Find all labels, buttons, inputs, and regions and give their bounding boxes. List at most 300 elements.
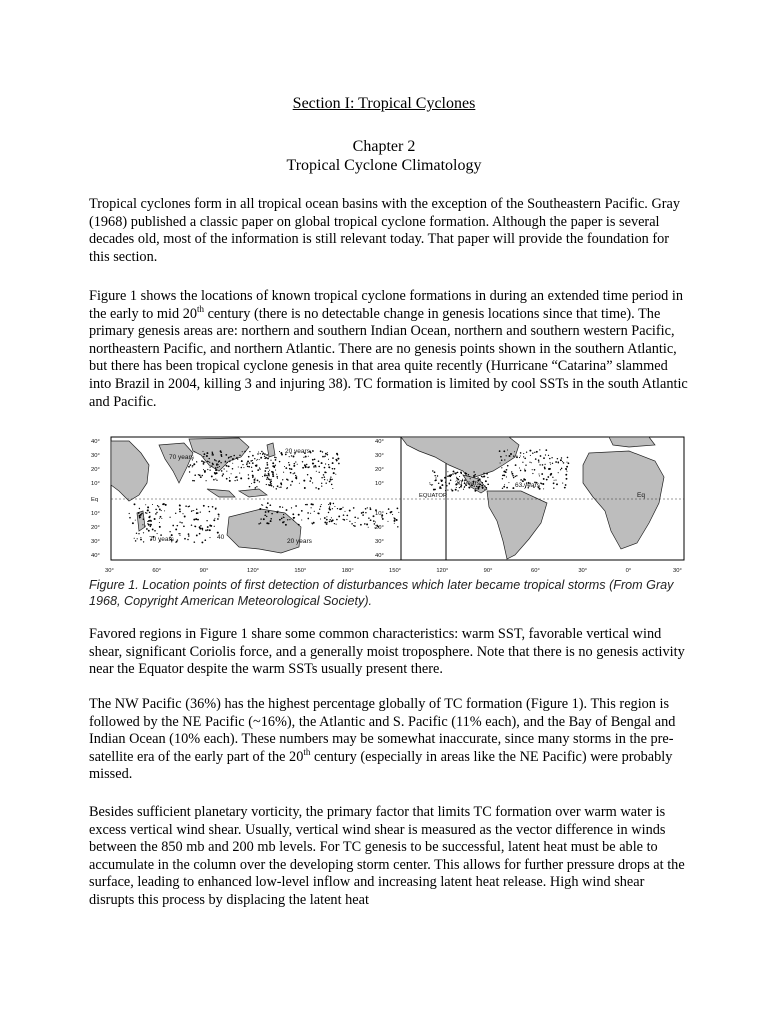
genesis-point [188, 466, 190, 468]
genesis-point [561, 457, 562, 458]
genesis-point [267, 467, 269, 469]
genesis-point [396, 519, 398, 521]
genesis-point [272, 462, 274, 464]
genesis-point [362, 514, 364, 516]
genesis-point [257, 453, 258, 454]
genesis-point [524, 469, 525, 470]
genesis-point [246, 462, 247, 463]
genesis-point [520, 479, 522, 481]
genesis-point [238, 466, 239, 467]
genesis-point [264, 458, 266, 460]
genesis-point [253, 481, 255, 483]
genesis-point [213, 479, 215, 481]
genesis-point [558, 472, 559, 473]
genesis-point [209, 458, 210, 459]
genesis-point [177, 539, 178, 540]
genesis-point [328, 504, 329, 505]
genesis-point [206, 452, 208, 454]
genesis-point [522, 462, 523, 463]
genesis-point [201, 528, 203, 530]
genesis-point [468, 474, 470, 476]
genesis-point [247, 466, 249, 468]
genesis-point [195, 518, 197, 520]
genesis-point [434, 475, 435, 476]
genesis-point [455, 489, 457, 491]
genesis-point [338, 463, 340, 465]
genesis-point [387, 521, 388, 522]
genesis-point [343, 514, 345, 516]
genesis-point [266, 484, 267, 485]
genesis-point [161, 510, 162, 511]
genesis-point [355, 522, 356, 523]
genesis-point [318, 466, 320, 468]
genesis-point [209, 529, 211, 531]
genesis-point [330, 504, 331, 505]
genesis-point [147, 509, 149, 511]
genesis-point [456, 487, 457, 488]
genesis-point [227, 466, 228, 467]
genesis-point [439, 486, 441, 488]
genesis-point [502, 488, 503, 489]
genesis-point [203, 469, 204, 470]
genesis-point [192, 480, 194, 482]
genesis-point [143, 518, 144, 519]
genesis-point [332, 479, 333, 480]
genesis-point [311, 523, 312, 524]
genesis-point [233, 455, 235, 457]
genesis-point [543, 488, 544, 489]
genesis-point [321, 483, 322, 484]
genesis-point [272, 473, 274, 475]
genesis-point [451, 489, 452, 490]
genesis-point [304, 487, 306, 489]
genesis-point [294, 517, 295, 518]
genesis-point [506, 476, 507, 477]
genesis-point [241, 460, 243, 462]
genesis-point [565, 484, 567, 486]
genesis-point [206, 480, 207, 481]
genesis-point [482, 488, 483, 489]
genesis-point [244, 451, 245, 452]
longitude-label: 90° [483, 568, 493, 574]
genesis-point [544, 467, 546, 469]
genesis-point [546, 479, 548, 481]
genesis-point [246, 464, 247, 465]
genesis-point [432, 470, 433, 471]
genesis-point [566, 471, 567, 472]
genesis-point [209, 462, 210, 463]
genesis-point [447, 475, 449, 477]
genesis-point [312, 459, 314, 461]
genesis-point [545, 464, 546, 465]
genesis-point [324, 517, 326, 519]
genesis-point [152, 504, 153, 505]
genesis-point [152, 528, 154, 530]
genesis-point [553, 482, 555, 484]
latitude-label: 40° [375, 553, 384, 559]
genesis-point [329, 509, 331, 511]
genesis-point [375, 521, 376, 522]
genesis-point [145, 504, 146, 505]
genesis-point [349, 510, 351, 512]
genesis-point [565, 474, 567, 476]
genesis-point [477, 487, 479, 489]
genesis-point [172, 525, 174, 527]
genesis-point [333, 472, 335, 474]
genesis-point [192, 465, 193, 466]
genesis-point [503, 450, 505, 452]
genesis-point [206, 520, 207, 521]
genesis-point [297, 464, 298, 465]
genesis-point [284, 466, 285, 467]
genesis-point [531, 462, 532, 463]
genesis-point [368, 517, 370, 519]
genesis-point [291, 468, 293, 470]
genesis-point [543, 478, 545, 480]
genesis-point [304, 464, 306, 466]
genesis-point [320, 450, 322, 452]
genesis-point [394, 523, 395, 524]
genesis-point [215, 508, 217, 510]
paragraph-2-text-a: Figure 1 shows the locations of known tropical cyclone formations in during an extended time period in the early to mid 20 [89, 288, 683, 322]
genesis-point [514, 451, 515, 452]
genesis-point [353, 507, 355, 509]
genesis-point [501, 467, 502, 468]
genesis-point [210, 467, 211, 468]
genesis-point [270, 460, 271, 461]
latitude-label: 20° [375, 467, 384, 473]
genesis-point [139, 515, 141, 517]
genesis-point [229, 456, 230, 457]
superscript: th [303, 747, 311, 758]
genesis-point [293, 473, 294, 474]
genesis-point [271, 471, 273, 473]
genesis-point [338, 515, 340, 517]
genesis-point [349, 521, 350, 522]
genesis-point [241, 467, 243, 469]
genesis-point [515, 476, 516, 477]
latitude-label: 40° [91, 553, 100, 559]
genesis-point [211, 454, 212, 455]
genesis-point [568, 462, 570, 464]
genesis-point [313, 522, 315, 524]
genesis-point [550, 474, 552, 476]
genesis-point [249, 462, 250, 463]
genesis-point [353, 525, 354, 526]
genesis-point [187, 539, 189, 541]
genesis-point [266, 516, 267, 517]
genesis-point [179, 522, 180, 523]
genesis-point [553, 488, 554, 489]
genesis-point [452, 473, 454, 475]
genesis-point [303, 480, 305, 482]
longitude-labels [105, 568, 682, 574]
genesis-point [139, 517, 140, 518]
genesis-point [254, 458, 255, 459]
genesis-point [504, 459, 505, 460]
genesis-point [218, 516, 219, 517]
genesis-point [566, 478, 568, 480]
genesis-point [321, 477, 322, 478]
genesis-point [141, 513, 143, 515]
genesis-point [325, 463, 326, 464]
genesis-point [247, 460, 249, 462]
genesis-point [317, 512, 319, 514]
genesis-point [538, 461, 539, 462]
genesis-point [525, 464, 526, 465]
longitude-label: 120° [436, 568, 449, 574]
genesis-point [140, 537, 141, 538]
genesis-point [271, 479, 272, 480]
genesis-point [539, 475, 540, 476]
genesis-point [368, 527, 369, 528]
genesis-point [155, 509, 157, 511]
genesis-point [566, 462, 567, 463]
genesis-point [336, 524, 337, 525]
label-ne-pacific: 20 years [455, 480, 480, 487]
genesis-point [392, 514, 393, 515]
genesis-point [483, 476, 485, 478]
genesis-point [259, 508, 261, 510]
genesis-point [545, 454, 546, 455]
genesis-point [160, 516, 162, 518]
genesis-point [290, 484, 292, 486]
genesis-point [503, 486, 505, 488]
genesis-point [291, 507, 292, 508]
genesis-point [263, 518, 265, 520]
genesis-point [484, 489, 485, 490]
genesis-point [188, 506, 189, 507]
genesis-point [543, 457, 545, 459]
genesis-point [207, 529, 209, 531]
genesis-point [248, 474, 249, 475]
genesis-point [215, 469, 217, 471]
genesis-point [203, 505, 205, 507]
genesis-point [209, 525, 211, 527]
genesis-point [453, 470, 455, 472]
genesis-point [276, 474, 277, 475]
genesis-point [515, 464, 517, 466]
genesis-point [176, 541, 178, 543]
genesis-point [561, 468, 562, 469]
genesis-point [539, 449, 540, 450]
genesis-point [185, 505, 187, 507]
genesis-point [157, 505, 158, 506]
genesis-point [157, 533, 158, 534]
genesis-point [159, 518, 160, 519]
genesis-point [334, 523, 335, 524]
genesis-point [542, 464, 544, 466]
genesis-point [275, 459, 277, 461]
latitude-label: 30° [375, 539, 384, 545]
longitude-label: 0° [625, 568, 632, 574]
genesis-point [223, 468, 224, 469]
genesis-point [260, 518, 261, 519]
genesis-point [285, 467, 287, 469]
genesis-point [220, 450, 222, 452]
genesis-point [227, 462, 228, 463]
genesis-point [138, 512, 140, 514]
genesis-point [179, 504, 181, 506]
genesis-point [357, 518, 358, 519]
genesis-point [332, 462, 334, 464]
genesis-point [146, 528, 148, 530]
genesis-point [362, 512, 364, 514]
genesis-point [309, 466, 310, 467]
longitude-label: 30° [105, 568, 114, 574]
genesis-point [463, 489, 464, 490]
genesis-point [334, 506, 335, 507]
genesis-point [260, 522, 261, 523]
genesis-point [213, 519, 215, 521]
genesis-point [281, 484, 283, 486]
genesis-point [487, 477, 488, 478]
genesis-point [140, 539, 142, 541]
genesis-point [549, 458, 550, 459]
genesis-point [275, 470, 276, 471]
genesis-point [556, 483, 558, 485]
genesis-point [169, 531, 170, 532]
genesis-point [207, 469, 208, 470]
genesis-map-figure [89, 431, 689, 581]
genesis-point [148, 516, 150, 518]
genesis-point [566, 469, 567, 470]
genesis-point [449, 475, 451, 477]
genesis-point [134, 538, 135, 539]
genesis-point [279, 506, 281, 508]
genesis-point [534, 469, 536, 471]
genesis-point [302, 461, 303, 462]
genesis-point [309, 480, 311, 482]
genesis-point [328, 459, 329, 460]
genesis-point [390, 511, 392, 513]
genesis-point [307, 518, 309, 520]
paragraph-3: Favored regions in Figure 1 share some common characteristics: warm SST, favorable vertical wind shear, significant Coriolis force, and a generally moist troposphere. Note that there is no genesis activity near the Equator despite the warm SSTs usually present there. [89, 626, 685, 678]
genesis-point [200, 476, 202, 478]
label-nw-indian: 70 years [169, 454, 194, 461]
genesis-point [291, 455, 292, 456]
genesis-point [538, 459, 540, 461]
genesis-point [516, 475, 517, 476]
genesis-point [218, 464, 219, 465]
genesis-point [318, 460, 320, 462]
label-aus-e: 20 years [287, 538, 312, 545]
genesis-point [321, 485, 322, 486]
genesis-point [154, 518, 156, 520]
genesis-point [529, 450, 531, 452]
genesis-point [229, 461, 230, 462]
genesis-point [296, 476, 297, 477]
genesis-point [212, 506, 214, 508]
genesis-point [336, 519, 338, 521]
genesis-point [266, 462, 268, 464]
genesis-point [267, 477, 269, 479]
genesis-point [370, 508, 372, 510]
genesis-point [134, 503, 136, 505]
genesis-point [447, 471, 448, 472]
genesis-point [206, 455, 208, 457]
genesis-point [196, 534, 198, 536]
genesis-point [177, 525, 179, 527]
genesis-point [388, 508, 390, 510]
genesis-point [305, 504, 306, 505]
genesis-point [229, 480, 231, 482]
genesis-point [456, 477, 457, 478]
genesis-point [541, 473, 543, 475]
genesis-point [204, 471, 206, 473]
genesis-point [310, 513, 311, 514]
genesis-point [502, 478, 503, 479]
genesis-point [536, 451, 538, 453]
genesis-point [367, 507, 368, 508]
genesis-point [252, 462, 254, 464]
genesis-point [324, 456, 325, 457]
genesis-point [488, 484, 489, 485]
genesis-point [281, 518, 283, 520]
genesis-point [293, 520, 294, 521]
genesis-point [267, 502, 269, 504]
genesis-point [218, 460, 220, 462]
genesis-point [313, 467, 314, 468]
genesis-point [346, 519, 347, 520]
genesis-point [481, 476, 482, 477]
latitude-label: 40° [375, 439, 384, 445]
genesis-point [365, 512, 366, 513]
genesis-point [360, 524, 362, 526]
latitude-labels-left [91, 439, 100, 559]
chapter-number: Chapter 2 [352, 138, 416, 155]
genesis-point [255, 465, 257, 467]
genesis-point [365, 508, 367, 510]
genesis-point [361, 512, 363, 514]
paragraph-2 [89, 288, 689, 411]
genesis-point [555, 480, 556, 481]
genesis-point [237, 458, 238, 459]
genesis-point [202, 475, 203, 476]
genesis-point [508, 482, 509, 483]
genesis-point [205, 530, 207, 532]
genesis-point [214, 473, 216, 475]
genesis-point [457, 472, 459, 474]
genesis-point [243, 467, 244, 468]
genesis-point [482, 482, 483, 483]
genesis-point [432, 484, 433, 485]
genesis-point [325, 453, 327, 455]
genesis-point [161, 518, 162, 519]
genesis-point [182, 513, 183, 514]
genesis-point [455, 473, 457, 475]
genesis-point [552, 477, 553, 478]
genesis-point [285, 524, 287, 526]
genesis-point [434, 471, 436, 473]
genesis-point [270, 483, 271, 484]
longitude-label: 150° [294, 568, 307, 574]
genesis-point [560, 459, 562, 461]
genesis-point [197, 519, 199, 521]
genesis-point [211, 475, 213, 477]
genesis-point [276, 511, 278, 513]
genesis-point [184, 538, 186, 540]
genesis-point [250, 460, 252, 462]
genesis-point [198, 474, 199, 475]
longitude-label: 150° [389, 568, 401, 574]
genesis-point [323, 474, 325, 476]
genesis-point [136, 533, 137, 534]
genesis-point [550, 462, 551, 463]
genesis-point [226, 465, 228, 467]
genesis-point [274, 456, 276, 458]
longitude-label: 60° [531, 568, 540, 574]
